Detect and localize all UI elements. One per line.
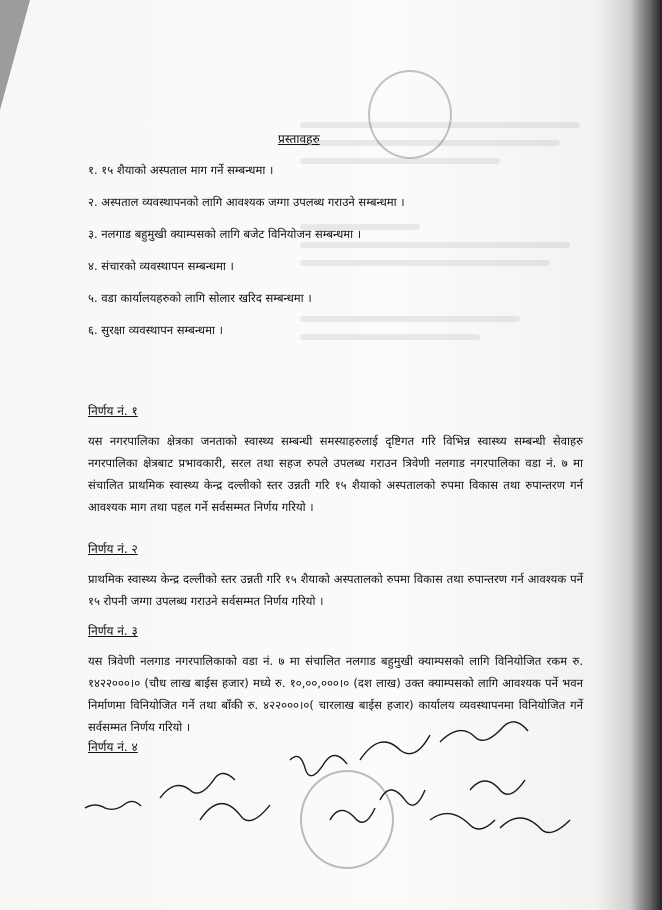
agenda-item: १. १५ शैयाको अस्पताल माग गर्ने सम्बन्धमा । xyxy=(88,163,274,177)
signature-6 xyxy=(440,722,528,742)
signature-11 xyxy=(330,808,375,822)
agenda-item: ४. संचारको व्यवस्थापन सम्बन्धमा । xyxy=(88,259,234,273)
signature-9 xyxy=(430,814,495,829)
agenda-item: ५. वडा कार्यालयहरुको लागि सोलार खरिद सम्बन्धमा । xyxy=(88,291,312,305)
agenda-item: ३. नलगाड बहुमुखी क्याम्पसको लागि बजेट विनियोजन सम्बन्धमा । xyxy=(88,227,362,241)
signature-3 xyxy=(200,804,270,821)
decision-3-title: निर्णय नं. ३ xyxy=(88,624,138,638)
decision-1-title: निर्णय नं. १ xyxy=(88,404,138,418)
signature-2 xyxy=(160,773,235,798)
signature-5 xyxy=(360,735,430,760)
signature-4 xyxy=(290,755,347,775)
signature-1 xyxy=(85,801,141,809)
decision-4-title: निर्णय नं. ४ xyxy=(88,740,138,754)
signature-10 xyxy=(500,818,570,833)
decision-3-text: यस त्रिवेणी नलगाड नगरपालिकाको वडा नं. ७ मा संचालित नलगाड बहुमुखी क्याम्पसको लागि विनियोजित रकम रु. १४२२०००।० (चौध लाख बाईस हजार) मध्ये रु. १०,००,०००।० (दश लाख) उक्त क्याम्पसको लागि आवश्यक पर्ने भवन निर्माणमा विनियोजित गर्ने तथा बाँकी रु. ४२२०००।०( चारलाख बाईस हजार) कार्यालय व्यवस्थापनमा विनियोजित गर्ने सर्वसम्मत निर्णय गरियो । xyxy=(88,654,583,734)
decision-2-title: निर्णय नं. २ xyxy=(88,542,138,556)
agenda-heading: प्रस्तावहरु xyxy=(278,132,320,146)
agenda-item: २. अस्पताल व्यवस्थापनको लागि आवश्यक जग्गा उपलब्ध गराउने सम्बन्धमा । xyxy=(88,195,405,209)
agenda-item: ६. सुरक्षा व्यवस्थापन सम्बन्धमा । xyxy=(88,323,223,337)
decision-1-text: यस नगरपालिका क्षेत्रका जनताको स्वास्थ्य सम्बन्धी समस्याहरुलाई दृष्टिगत गरि विभिन्न स्वास्थ्य सम्बन्धी सेवाहरु नगरपालिका क्षेत्रबाट प्रभावकारी, सरल तथा सहज रुपले उपलब्ध गराउन त्रिवेणी नलगाड नगरपालिका वडा नं. ७ मा संचालित प्राथमिक स्वास्थ्य केन्द्र दल्लीको स्तर उन्नती गरि १५ शैयाको अस्पतालको रुपमा विकास तथा रुपान्तरण गर्न आवश्यक माग तथा पहल गर्ने सर्वसम्मत निर्णय गरियो । xyxy=(88,434,583,514)
decision-2-text: प्राथमिक स्वास्थ्य केन्द्र दल्लीको स्तर उन्नती गरि १५ शैयाको अस्पतालको रुपमा विकास तथा रुपान्तरण गर्न आवश्यक पर्ने १५ रोपनी जग्गा उपलब्ध गराउने सर्वसम्मत निर्णय गरियो । xyxy=(88,572,583,608)
signature-8 xyxy=(380,790,425,805)
signature-7 xyxy=(470,780,525,794)
